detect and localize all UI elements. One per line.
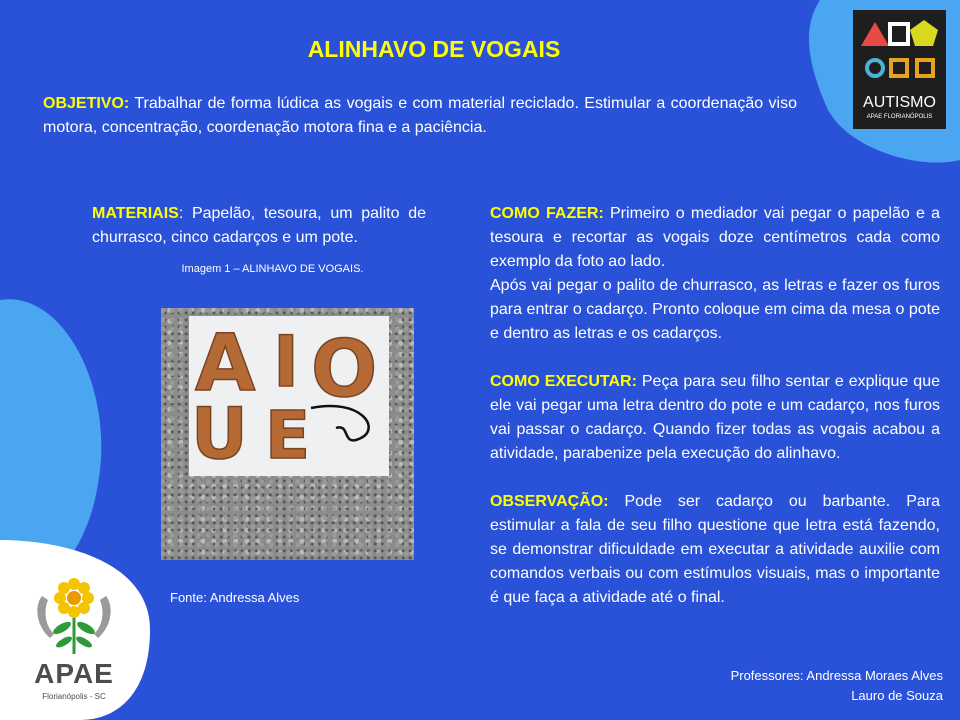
objetivo-paragraph: [43, 92, 797, 140]
apae-logo: [14, 566, 134, 706]
observacao-paragraph: [490, 490, 940, 610]
como-executar-label: COMO EXECUTAR:: [490, 373, 637, 390]
square-icon-2: [891, 60, 907, 76]
observacao-label: OBSERVAÇÃO:: [490, 493, 609, 510]
autismo-logo-sub: APAE FLORIANÓPOLIS: [866, 114, 933, 120]
materiais-paragraph: [92, 202, 426, 250]
credits-line-1: Professores: Andressa Moraes Alves: [730, 668, 943, 683]
vowel-lacing-photo: [161, 308, 414, 560]
autismo-logo: [853, 10, 946, 129]
apae-logo-sub: Florianópolis - SC: [42, 692, 106, 701]
square-icon: [890, 24, 908, 44]
apae-flower-icon: [14, 566, 134, 658]
circle-icon: [867, 60, 883, 76]
photo-illustration: [161, 308, 414, 560]
como-executar-paragraph: [490, 370, 940, 466]
photo-letter: O: [311, 325, 378, 415]
image-source: Fonte: Andressa Alves: [170, 590, 300, 605]
instructions-column: [490, 202, 940, 610]
autismo-logo-name: AUTISMO: [863, 94, 936, 111]
credits: [643, 666, 943, 706]
materiais-text: : Papelão, tesoura, um palito de churrasco, cinco cadarços e um pote.: [92, 205, 426, 246]
objetivo-text: Trabalhar de forma lúdica as vogais e com material reciclado. Estimular a coordenação viso motora, concentração, coordenação motora fina e a paciência.: [43, 95, 797, 136]
photo-letter: E: [265, 397, 311, 474]
apae-logo-name: APAE: [34, 658, 114, 689]
como-fazer-label: COMO FAZER:: [490, 205, 604, 222]
pentagon-icon: [910, 20, 938, 46]
como-fazer-paragraph-2: Após vai pegar o palito de churrasco, as letras e fazer os furos para entrar o cadarço. Pronto coloque em cima da mesa o pote e dentro as letras e os cadarços.: [490, 277, 940, 342]
image-caption: Imagem 1 – ALINHAVO DE VOGAIS.: [181, 263, 364, 275]
photo-letter: U: [191, 393, 248, 475]
photo-letter: I: [273, 321, 300, 403]
como-executar-text: Peça para seu filho sentar e explique que ele vai pegar uma letra dentro do pote e um cadarço, nos furos vai passar o cadarço. Quando fizer todas as vogais acabou a atividade, parabenize pela execução do alinhavo.: [490, 373, 940, 462]
credits-line-2: Lauro de Souza: [851, 688, 943, 703]
triangle-icon: [861, 22, 889, 46]
photo-letter: A: [195, 319, 256, 409]
materiais-label: MATERIAIS: [92, 205, 179, 222]
objetivo-label: OBJETIVO:: [43, 95, 130, 112]
page-title: ALINHAVO DE VOGAIS: [307, 36, 561, 62]
autismo-shapes: [853, 10, 946, 94]
como-fazer-paragraph: [490, 202, 940, 274]
observacao-text: Pode ser cadarço ou barbante. Para estimular a fala de seu filho questione que letra está fazendo, se demonstrar dificuldade em executar a atividade auxilie com comandos verbais ou com estímulos visuais, mas o importante é que faça a atividade até o final.: [490, 493, 940, 606]
como-fazer-text: Primeiro o mediador vai pegar o papelão e a tesoura e recortar as vogais doze centímetros cada como exemplo da foto ao lado.: [490, 205, 940, 270]
